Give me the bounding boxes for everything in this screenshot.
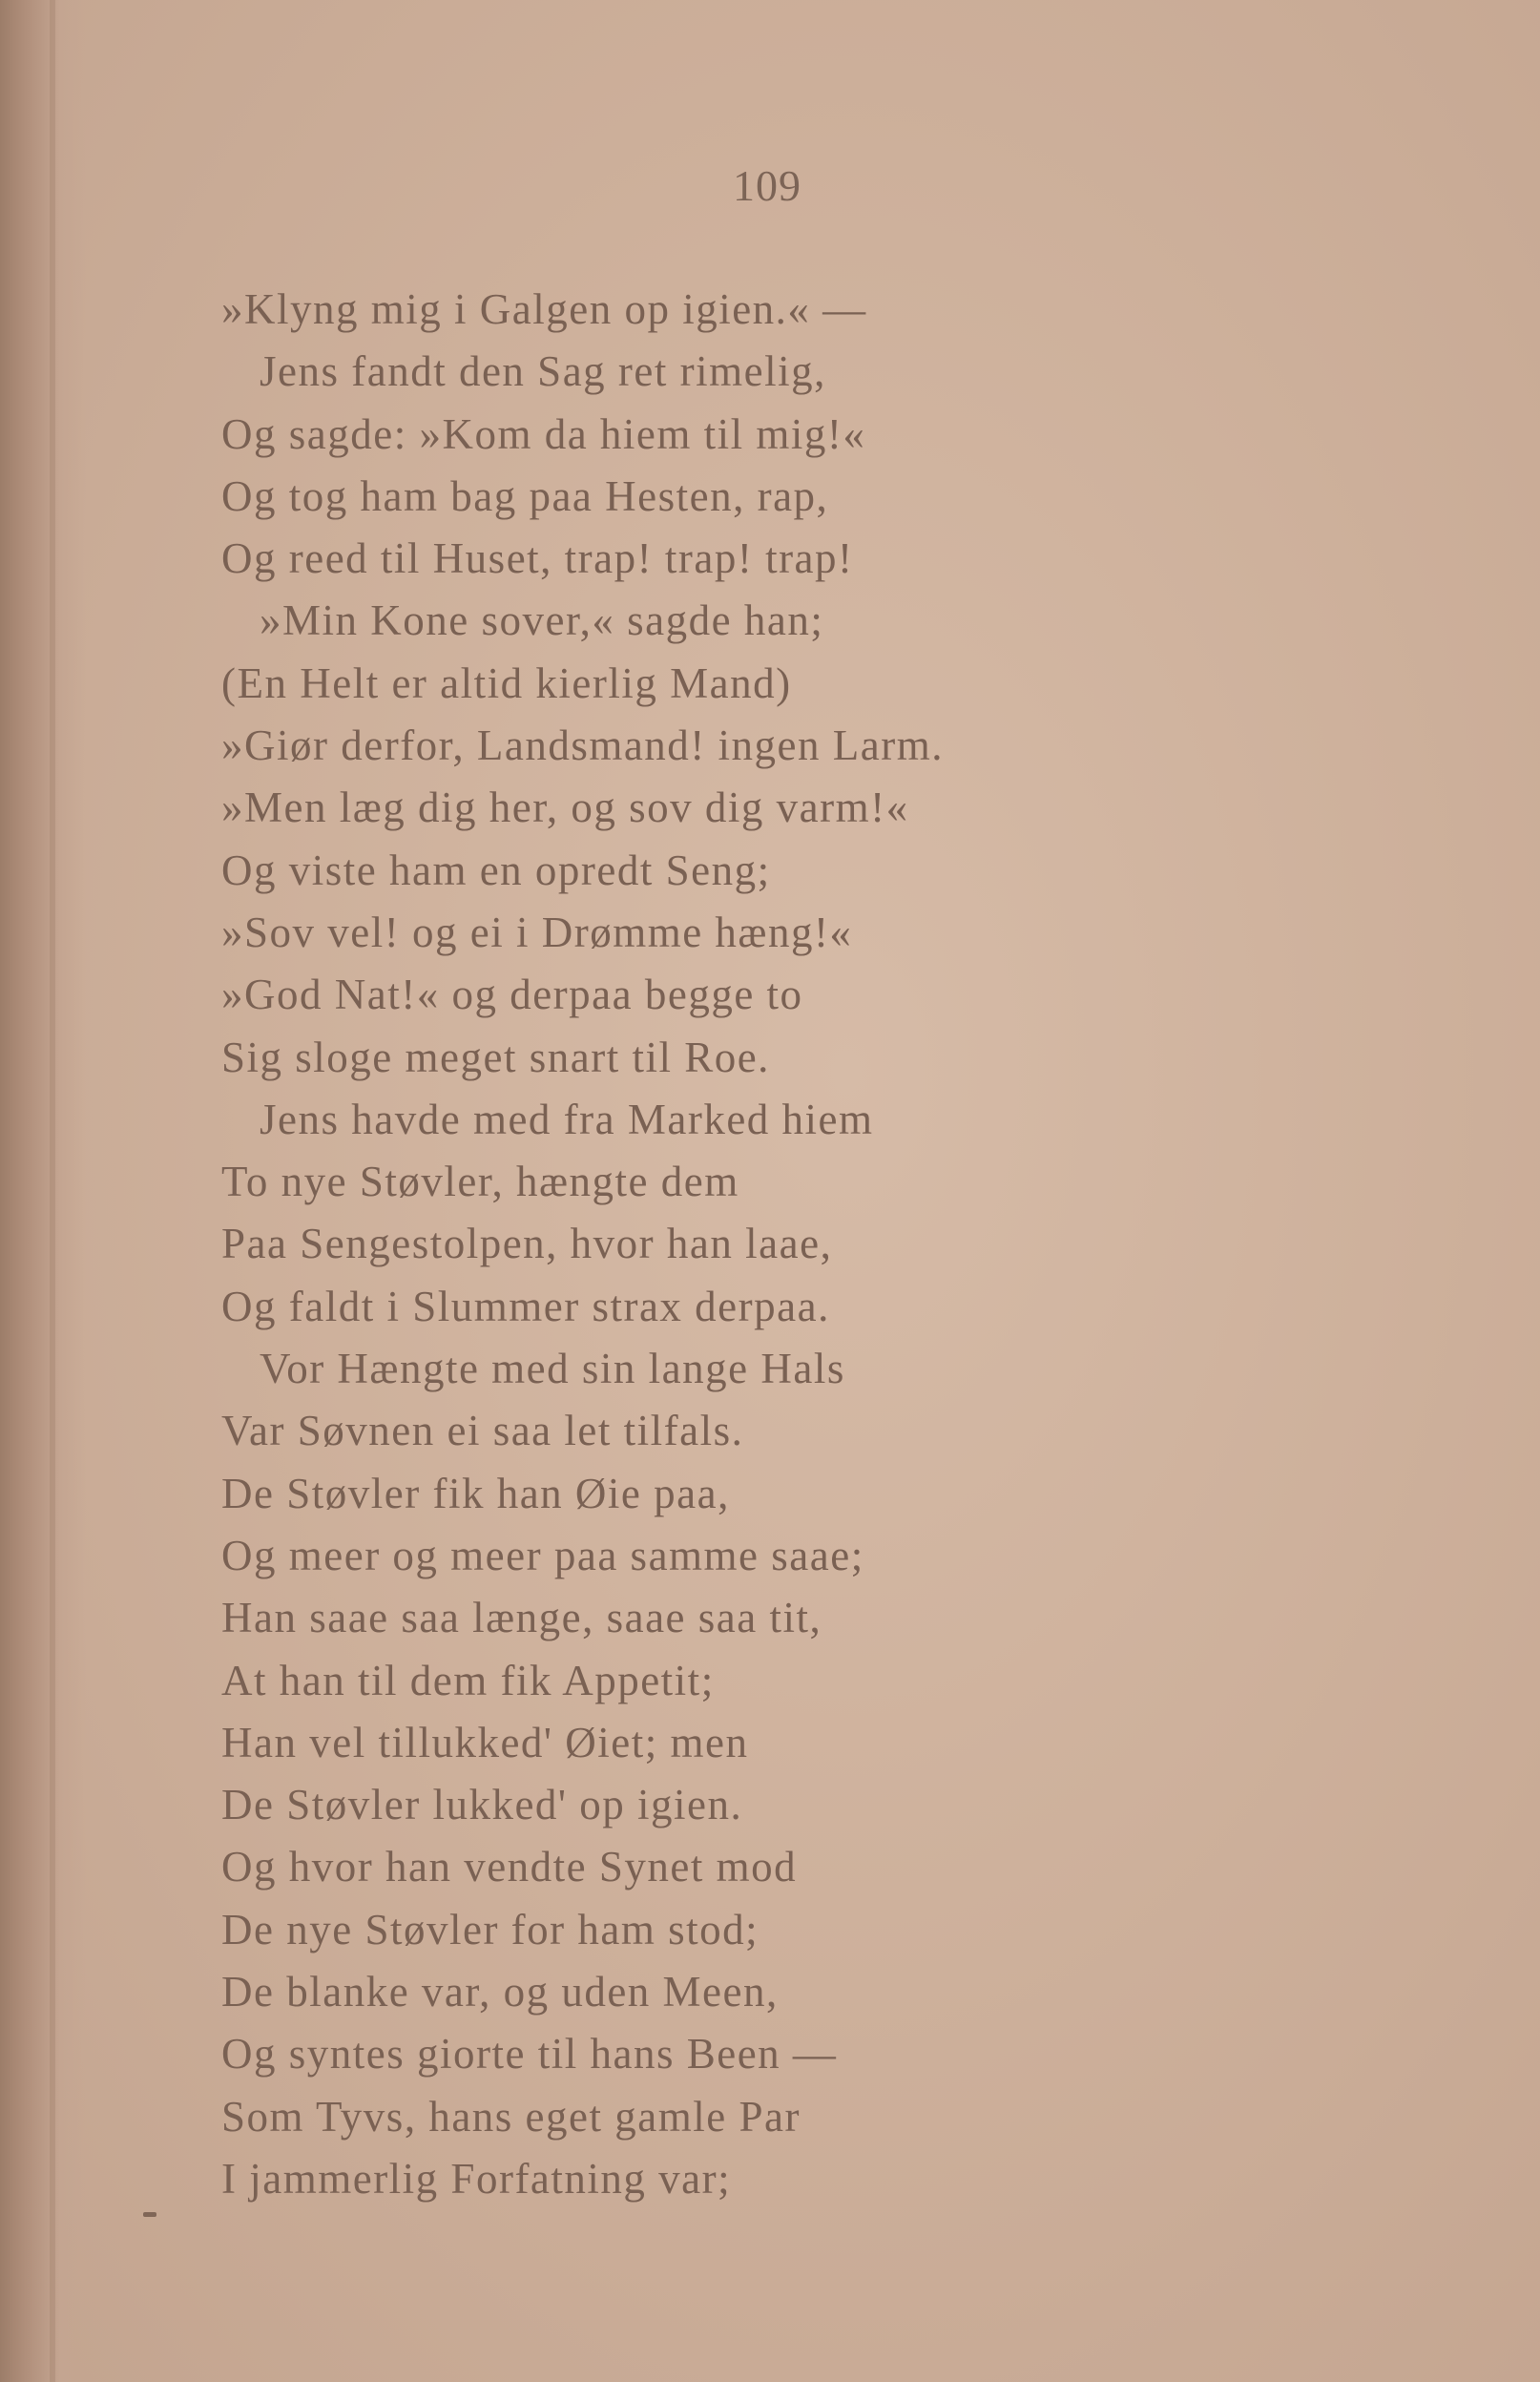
ink-smudge <box>143 2212 156 2217</box>
poem-line: Og tog ham bag paa Hesten, rap, <box>221 471 829 520</box>
poem-line: »Min Kone sover,« sagde han; <box>260 596 824 645</box>
poem-line: Som Tyvs, hans eget gamle Par <box>221 2092 801 2141</box>
poem-line: Paa Sengestolpen, hvor han laae, <box>221 1220 833 1268</box>
poem-line: Og viste ham en opredt Seng; <box>221 846 771 894</box>
poem-line: (En Helt er altid kierlig Mand) <box>221 658 792 707</box>
poem-line: Jens havde med fra Marked hiem <box>260 1095 874 1143</box>
poem-line: Han vel tillukked' Øiet; men <box>221 1718 749 1766</box>
poem-line: »Giør derfor, Landsmand! ingen Larm. <box>221 721 944 770</box>
poem-text <box>221 279 1366 2210</box>
poem-line: Og hvor han vendte Synet mod <box>221 1843 798 1891</box>
poem-line: Var Søvnen ei saa let tilfals. <box>221 1407 744 1455</box>
poem-line: Og sagde: »Kom da hiem til mig!« <box>221 409 866 458</box>
poem-line: Og meer og meer paa samme saae; <box>221 1531 864 1579</box>
poem-line: I jammerlig Forfatning var; <box>221 2154 732 2203</box>
poem-line: Jens fandt den Sag ret rimelig, <box>260 347 826 396</box>
poem-line: De Støvler fik han Øie paa, <box>221 1469 730 1517</box>
poem-line: Vor Hængte med sin lange Hals <box>260 1345 845 1393</box>
poem-line: »God Nat!« og derpaa begge to <box>221 971 803 1019</box>
binding-shadow <box>50 0 55 2382</box>
poem-line: De Støvler lukked' op igien. <box>221 1781 743 1829</box>
poem-line: Han saae saa længe, saae saa tit, <box>221 1594 822 1642</box>
poem-line: »Sov vel! og ei i Drømme hæng!« <box>221 908 853 956</box>
poem-line: To nye Støvler, hængte dem <box>221 1158 739 1206</box>
poem-line: Og syntes giorte til hans Been — <box>221 2030 838 2079</box>
poem-line: Og faldt i Slummer strax derpaa. <box>221 1282 830 1330</box>
poem-line: Sig sloge meget snart til Roe. <box>221 1033 770 1081</box>
poem-line: De nye Støvler for ham stod; <box>221 1905 760 1954</box>
poem-line: At han til dem fik Appetit; <box>221 1656 715 1704</box>
page-number: 109 <box>733 161 801 210</box>
poem-line: »Klyng mig i Galgen op igien.« — <box>221 285 867 333</box>
poem-line: De blanke var, og uden Meen, <box>221 1968 779 2016</box>
page-gutter <box>0 0 86 2382</box>
poem-line: »Men læg dig her, og sov dig varm!« <box>221 784 909 832</box>
poem-line: Og reed til Huset, trap! trap! trap! <box>221 534 854 583</box>
